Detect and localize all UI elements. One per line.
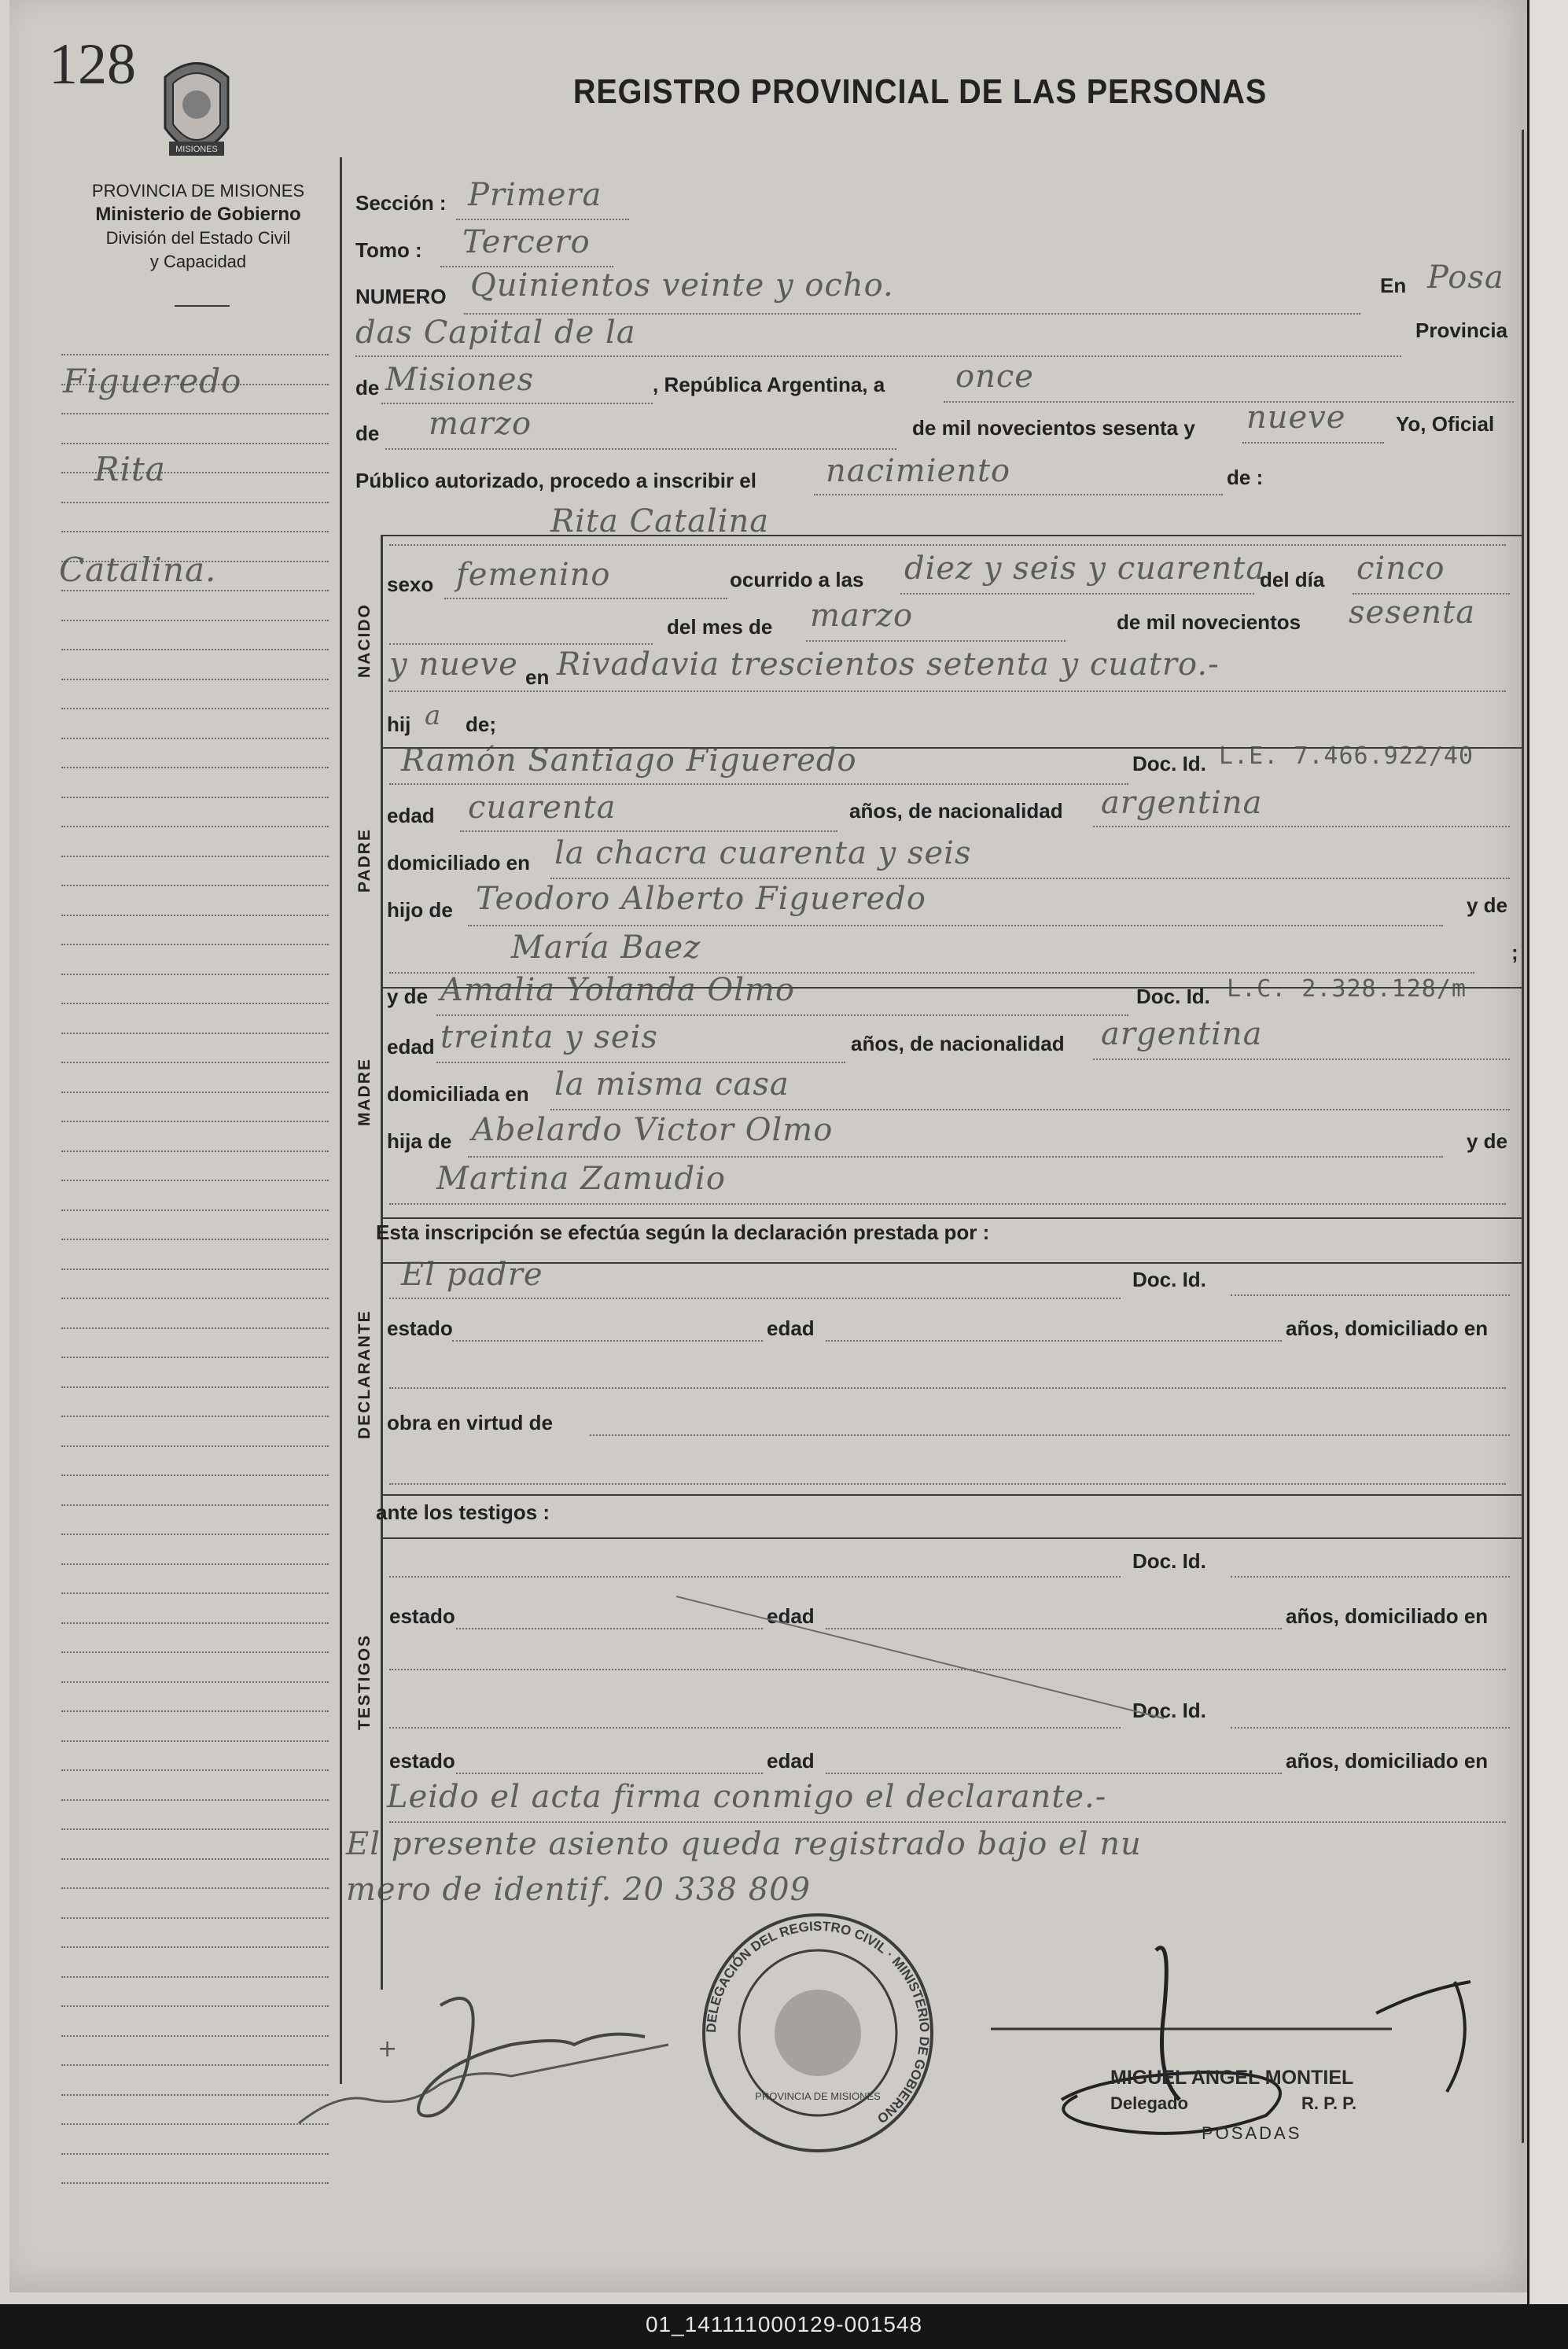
margin-rule	[61, 502, 329, 503]
margin-rule	[61, 885, 329, 886]
label-tomo: Tomo :	[355, 238, 422, 262]
line-note-1	[389, 1821, 1506, 1823]
line-seccion	[456, 219, 629, 220]
margin-rule	[61, 590, 329, 591]
line-declarante-estado	[452, 1340, 763, 1342]
value-dia-nac: cinco	[1356, 550, 1445, 587]
seal-inner-text: PROVINCIA DE MISIONES	[755, 2090, 881, 2102]
margin-rule	[61, 1386, 329, 1388]
margin-rule	[61, 1239, 329, 1240]
line-padre-dom	[550, 878, 1510, 879]
value-declarante: El padre	[401, 1257, 543, 1293]
label-padre-nac: años, de nacionalidad	[849, 799, 1063, 823]
margin-rule	[61, 1268, 329, 1270]
value-tomo: Tercero	[462, 224, 591, 260]
margin-rule	[61, 1416, 329, 1417]
note-line-1: Leido el acta firma conmigo el declarante.-	[387, 1779, 1107, 1815]
label-y-de-2: y de	[1467, 1129, 1508, 1153]
label-de: de	[355, 376, 380, 399]
value-padre-padre: Teodoro Alberto Figueredo	[476, 881, 926, 917]
value-padre-nac: argentina	[1101, 785, 1263, 821]
value-padre-edad: cuarenta	[468, 790, 617, 826]
label-testigo1-edad: edad	[767, 1604, 815, 1628]
value-ciudad: das Capital de la	[355, 315, 636, 351]
value-padre-doc: L.E. 7.466.922/40	[1219, 742, 1474, 770]
value-provincia: Misiones	[385, 362, 535, 398]
margin-rule	[61, 679, 329, 680]
value-mes: marzo	[429, 406, 532, 442]
label-y-de: y de	[1467, 893, 1508, 917]
value-madre-madre: Martina Zamudio	[436, 1161, 726, 1197]
margin-rule	[61, 649, 329, 650]
margin-rule	[61, 1887, 329, 1889]
line-dia	[944, 401, 1514, 403]
line-lugar	[389, 690, 1506, 692]
margin-rule	[61, 1033, 329, 1034]
label-sexo: sexo	[387, 573, 434, 596]
value-anio-nac-2: y nueve	[389, 646, 518, 683]
margin-rule	[61, 1533, 329, 1535]
value-madre-doc: L.C. 2.328.128/m	[1227, 975, 1467, 1003]
label-testigo1-estado: estado	[389, 1604, 455, 1628]
margin-rule	[61, 1180, 329, 1181]
stamp-role-2: R. P. P.	[1301, 2093, 1357, 2113]
label-publico: Público autorizado, procedo a inscribir el	[355, 469, 756, 492]
value-hora: diez y seis y cuarenta	[904, 550, 1266, 587]
svg-text:+: +	[377, 2035, 398, 2063]
line-obra	[590, 1434, 1510, 1436]
margin-rule	[61, 738, 329, 739]
value-padre-nombre: Ramón Santiago Figueredo	[401, 742, 857, 779]
line-padre-nac	[1093, 826, 1510, 827]
label-semicolon: ;	[1511, 941, 1518, 964]
registrar-signature	[983, 1919, 1526, 2155]
value-anio: nueve	[1246, 399, 1346, 436]
stamp-name: MIGUEL ANGEL MONTIEL	[1110, 2067, 1354, 2089]
margin-rule	[61, 1475, 329, 1476]
label-obra: obra en virtud de	[387, 1411, 553, 1434]
label-declarante-doc: Doc. Id.	[1132, 1268, 1206, 1291]
margin-rule	[61, 443, 329, 444]
label-de-mes: de	[355, 422, 380, 445]
value-numero: Quinientos veinte y ocho.	[470, 267, 894, 304]
label-de-mil-2: de mil novecientos	[1117, 610, 1301, 634]
label-yo-oficial: Yo, Oficial	[1396, 412, 1495, 436]
value-madre-nac: argentina	[1101, 1016, 1263, 1052]
scan-id-bar	[0, 2304, 1568, 2349]
note-line-2: El presente asiento queda registrado bajo el nu	[346, 1826, 1142, 1862]
office-division-2: y Capacidad	[149, 252, 247, 271]
line-padre-edad	[460, 830, 837, 832]
label-numero: NUMERO	[355, 285, 447, 308]
line-madre-madre	[389, 1203, 1506, 1205]
margin-rule	[61, 531, 329, 532]
label-hija-de: hija de	[387, 1129, 452, 1153]
section-divider-declarante	[381, 1217, 1522, 1219]
value-dia: once	[955, 359, 1034, 395]
label-de-semicolon: de;	[466, 712, 496, 736]
value-madre-padre: Abelardo Victor Olmo	[472, 1112, 834, 1148]
line-declarante-doc	[1231, 1294, 1510, 1296]
margin-rule	[61, 1298, 329, 1299]
margin-rule	[61, 1799, 329, 1801]
label-testigo2-anos: años, domiciliado en	[1286, 1749, 1489, 1773]
margin-rule	[61, 1946, 329, 1948]
line-declarante	[389, 1298, 1121, 1299]
value-lugar: Rivadavia trescientos setenta y cuatro.-	[557, 646, 1220, 683]
section-label-padre: PADRE	[355, 828, 374, 893]
value-acto: nacimiento	[826, 453, 1011, 489]
label-padre-doc: Doc. Id.	[1132, 752, 1206, 775]
value-nombre: Rita Catalina	[550, 503, 770, 539]
section-label-testigos: TESTIGOS	[355, 1633, 374, 1730]
heading-underline	[175, 305, 230, 307]
label-testigo1-doc: Doc. Id.	[1132, 1549, 1206, 1573]
section-label-madre: MADRE	[355, 1058, 374, 1126]
margin-rule	[61, 2182, 329, 2184]
margin-rule	[61, 1651, 329, 1653]
margin-rule	[61, 620, 329, 621]
label-testigo2-edad: edad	[767, 1749, 815, 1773]
margin-rule	[61, 1092, 329, 1093]
margin-surname: Figueredo	[63, 362, 242, 400]
line-madre-nac	[1093, 1059, 1510, 1060]
margin-rule	[61, 1681, 329, 1683]
margin-rule	[61, 767, 329, 768]
line-mes	[385, 448, 896, 450]
seal-outer-text: DELEGACIÓN DEL REGISTRO CIVIL · MINISTERIO DE GOBIERNO	[703, 1918, 933, 2126]
line-madre-dom	[550, 1109, 1510, 1110]
line-padre-nombre	[389, 783, 1128, 785]
note-line-3: mero de identif. 20 338 809	[346, 1872, 812, 1908]
margin-rule	[61, 856, 329, 857]
line-blank-1	[389, 643, 653, 645]
margin-rule	[61, 354, 329, 355]
margin-rule	[61, 1445, 329, 1447]
value-hij-suffix: a	[425, 700, 442, 731]
margin-rule	[61, 1504, 329, 1506]
margin-rule	[61, 1357, 329, 1358]
line-obra-2	[389, 1483, 1506, 1485]
margin-first-name: Rita	[94, 450, 166, 488]
line-sexo	[444, 598, 727, 599]
label-y-de-madre: y de	[387, 985, 429, 1008]
line-declarante-dom	[389, 1387, 1506, 1389]
margin-rule	[61, 1121, 329, 1122]
margin-rule	[61, 1592, 329, 1594]
margin-rule	[61, 708, 329, 709]
declarant-signature	[275, 1950, 716, 2155]
margin-divider	[340, 157, 342, 2084]
line-mes-nac	[806, 640, 1066, 642]
margin-rule	[61, 1828, 329, 1830]
official-seal	[688, 1903, 948, 2163]
margin-rule	[61, 915, 329, 916]
margin-rule	[61, 944, 329, 945]
label-madre-nac: años, de nacionalidad	[851, 1032, 1065, 1055]
label-madre-doc: Doc. Id.	[1136, 985, 1210, 1008]
line-madre-padre	[468, 1156, 1443, 1158]
label-provincia: Provincia	[1415, 318, 1508, 342]
line-madre-nombre	[436, 1014, 1128, 1016]
line-provincia	[381, 403, 653, 404]
label-del-mes: del mes de	[667, 615, 773, 639]
value-padre-madre: María Baez	[511, 930, 701, 966]
label-hij: hij	[387, 712, 411, 736]
document-title: REGISTRO PROVINCIAL DE LAS PERSONAS	[572, 72, 1268, 111]
label-padre-dom: domiciliado en	[387, 851, 531, 874]
office-ministry: Ministerio de Gobierno	[95, 204, 301, 225]
scan-id: 01_141111000129-001548	[645, 2312, 923, 2336]
label-ocurrido: ocurrido a las	[730, 568, 864, 591]
label-ante-testigos: ante los testigos :	[376, 1500, 550, 1524]
binding-edge	[1527, 0, 1568, 2304]
line-hora	[900, 593, 1254, 595]
line-acto	[814, 494, 1223, 495]
value-mes-nac: marzo	[810, 598, 914, 634]
line-anio	[1242, 442, 1384, 444]
margin-second-name: Catalina.	[59, 550, 217, 589]
line-padre-padre	[468, 925, 1443, 926]
office-division: División del Estado Civil	[105, 228, 291, 248]
value-madre-edad: treinta y seis	[440, 1019, 658, 1055]
label-padre-edad: edad	[387, 804, 435, 827]
line-ciudad	[355, 355, 1401, 357]
label-declarante-edad: edad	[767, 1316, 815, 1340]
value-madre-nombre: Amalia Yolanda Olmo	[440, 972, 795, 1008]
value-sexo: femenino	[456, 557, 611, 593]
label-madre-dom: domiciliada en	[387, 1082, 529, 1106]
office-province: PROVINCIA DE MISIONES	[91, 181, 305, 201]
label-hijo-de: hijo de	[387, 898, 453, 922]
margin-rule	[61, 1622, 329, 1624]
label-testigo2-estado: estado	[389, 1749, 455, 1773]
label-declarante-estado: estado	[387, 1316, 453, 1340]
margin-rule	[61, 797, 329, 798]
stamp-city: POSADAS	[1202, 2123, 1302, 2143]
margin-rule	[61, 1062, 329, 1063]
label-testigo2-doc: Doc. Id.	[1132, 1699, 1206, 1722]
label-madre-edad: edad	[387, 1035, 435, 1059]
label-de-mil: de mil novecientos sesenta y	[912, 416, 1195, 440]
stamp-role: Delegado	[1110, 2093, 1189, 2113]
margin-rule	[61, 413, 329, 414]
margin-rule	[61, 1003, 329, 1004]
line-nombre	[389, 544, 1506, 546]
margin-rule	[61, 1209, 329, 1211]
page-number: 128	[49, 32, 136, 97]
margin-rule	[61, 1151, 329, 1152]
margin-rule	[61, 1917, 329, 1919]
label-de-colon: de :	[1227, 466, 1264, 489]
margin-rule	[61, 826, 329, 827]
section-divider-declarante-2	[381, 1262, 1522, 1264]
label-declarante-anos: años, domiciliado en	[1286, 1316, 1489, 1340]
margin-rule	[61, 974, 329, 975]
margin-rule	[61, 1858, 329, 1860]
margin-rule	[61, 1769, 329, 1771]
label-del-dia: del día	[1260, 568, 1325, 591]
line-declarante-edad	[826, 1340, 1282, 1342]
value-en: Posa	[1427, 260, 1504, 296]
provincial-crest-icon	[149, 53, 244, 168]
margin-rule	[61, 1327, 329, 1329]
line-madre-edad	[436, 1062, 845, 1063]
label-seccion: Sección :	[355, 191, 447, 215]
label-republica: , República Argentina, a	[653, 373, 885, 396]
office-heading	[57, 179, 340, 274]
label-testigo1-anos: años, domiciliado en	[1286, 1604, 1489, 1628]
margin-rule	[61, 1563, 329, 1565]
value-anio-nac: sesenta	[1349, 595, 1476, 631]
value-seccion: Primera	[468, 177, 602, 213]
label-inscripcion: Esta inscripción se efectúa según la declaración prestada por :	[376, 1221, 990, 1244]
label-en-lugar: en	[525, 665, 550, 689]
margin-rule	[61, 1710, 329, 1712]
value-madre-dom: la misma casa	[554, 1066, 790, 1103]
value-padre-dom: la chacra cuarenta y seis	[554, 835, 972, 871]
label-en: En	[1380, 274, 1407, 297]
section-label-declarante: DECLARANTE	[355, 1309, 374, 1439]
margin-rule	[61, 1740, 329, 1742]
section-label-nacido: NACIDO	[355, 603, 374, 678]
crest-text: MISIONES	[175, 145, 218, 154]
